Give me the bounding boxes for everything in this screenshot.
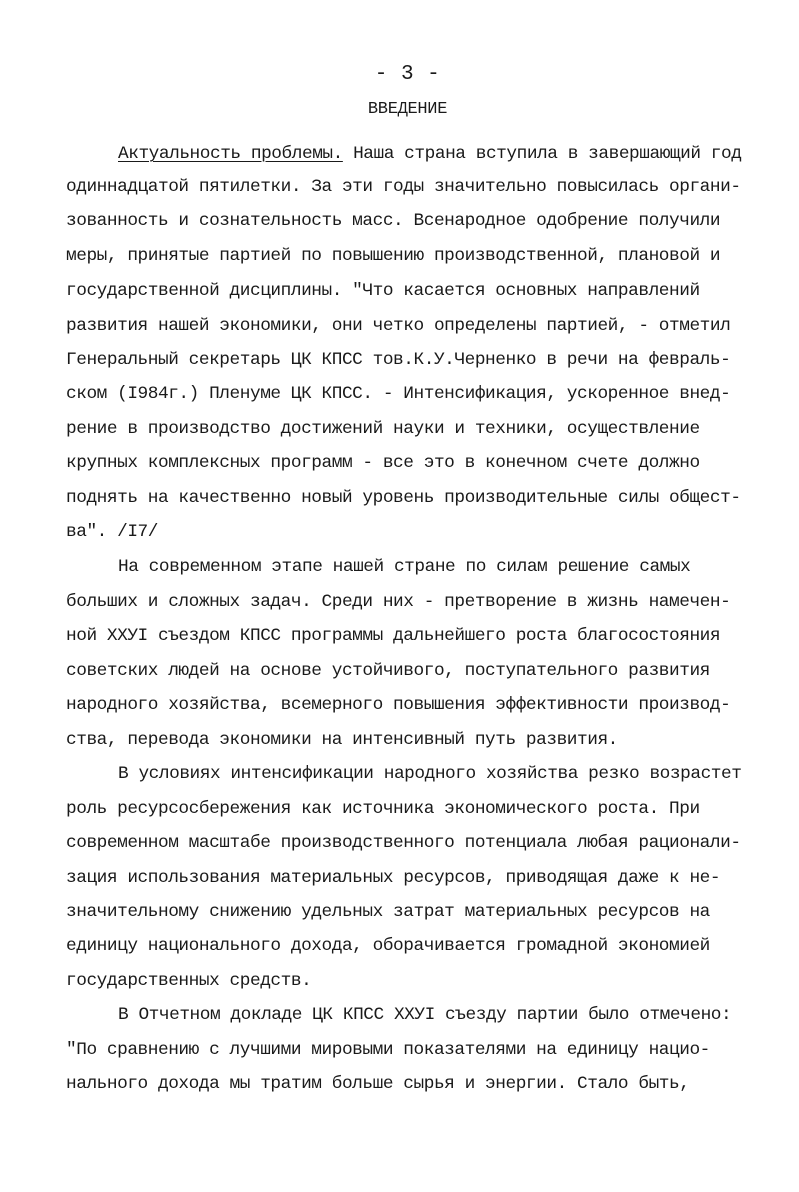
text-line: крупных комплексных программ - все это в конечном счете должно xyxy=(66,453,700,473)
text-line: значительному снижению удельных затрат материальных ресурсов на xyxy=(66,902,710,922)
text-line: единицу национального дохода, оборачивается громадной экономией xyxy=(66,936,710,956)
text-line: государственной дисциплины. "Что касается основных направлений xyxy=(66,281,700,301)
lead-title: Актуальность проблемы. xyxy=(118,144,343,164)
text-line: государственных средств. xyxy=(66,971,312,991)
text-line: Генеральный секретарь ЦК КПСС тов.К.У.Черненко в речи на февраль- xyxy=(66,350,731,370)
text-line: ной XXУI съездом КПСС программы дальнейшего роста благосостояния xyxy=(66,626,721,646)
text-line: зация использования материальных ресурсов, приводящая даже к не- xyxy=(66,868,721,888)
text-line: ва". /I7/ xyxy=(66,522,158,542)
text-line: зованность и сознательность масс. Всенародное одобрение получили xyxy=(66,211,721,231)
text-line: В условиях интенсификации народного хозяйства резко возрастет xyxy=(118,764,742,784)
text-line: роль ресурсосбережения как источника экономического роста. При xyxy=(66,799,700,819)
text-line-content: Наша страна вступила в завершающий год xyxy=(342,144,742,164)
section-heading: ВВЕДЕНИЕ xyxy=(367,100,448,119)
text-line: больших и сложных задач. Среди них - претворение в жизнь намечен- xyxy=(66,592,731,612)
text-line: ства, перевода экономики на интенсивный путь развития. xyxy=(66,730,618,750)
text-line: поднять на качественно новый уровень производительные силы общест- xyxy=(66,488,741,508)
text-line: современном масштабе производственного потенциала любая рационали- xyxy=(66,833,741,853)
text-line: В Отчетном докладе ЦК КПСС XXУI съезду партии было отмечено: xyxy=(118,1005,732,1025)
text-line: меры, принятые партией по повышению производственной, плановой и xyxy=(66,246,721,266)
text-line: "По сравнению с лучшими мировыми показателями на единицу нацио- xyxy=(66,1040,710,1060)
text-line: развития нашей экономики, они четко определены партией, - отметил xyxy=(66,316,731,336)
text-line: ском (I984г.) Пленуме ЦК КПСС. - Интенсификация, ускоренное внед- xyxy=(66,384,731,404)
text-line: рение в производство достижений науки и техники, осуществление xyxy=(66,419,700,439)
text-line: одиннадцатой пятилетки. За эти годы значительно повысилась органи- xyxy=(66,177,741,197)
text-line xyxy=(118,142,741,166)
text-line: советских людей на основе устойчивого, поступательного развития xyxy=(66,661,710,681)
page-number: - 3 - xyxy=(374,63,441,86)
text-line: нального дохода мы тратим больше сырья и энергии. Стало быть, xyxy=(66,1074,690,1094)
text-line: народного хозяйства, всемерного повышения эффективности производ- xyxy=(66,695,731,715)
text-line: На современном этапе нашей стране по силам решение самых xyxy=(118,557,691,577)
